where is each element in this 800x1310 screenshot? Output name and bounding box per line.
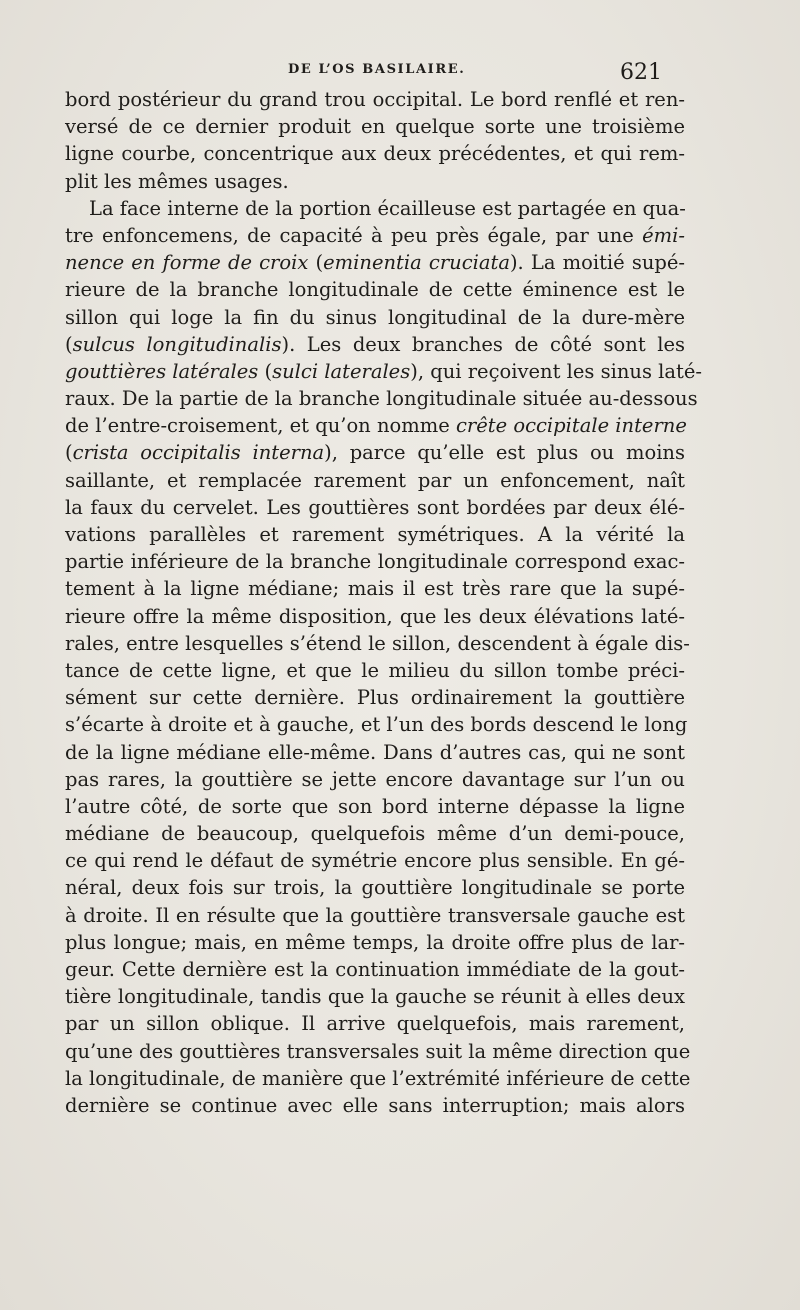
text-line: de la ligne médiane elle-même. Dans d’autres cas, qui ne sont [65,740,685,764]
text-line: tière longitudinale, tandis que la gauche se réunit à elles deux [65,985,685,1009]
text-line: pas rares, la gouttière se jette encore davantage sur l’un ou [65,767,685,791]
text-line: la faux du cervelet. Les gouttières sont bordées par deux élé- [65,495,685,519]
text-line: plit les mêmes usages. [65,169,289,193]
text-line: rieure de la branche longitudinale de cette éminence est le [65,278,685,302]
text-line: nence en forme de croix (eminentia cruciata). La moitié supé- [65,251,686,275]
text-line: rieure offre la même disposition, que les deux élévations laté- [65,604,685,628]
running-title: DE L’OS BASILAIRE. [288,62,466,77]
text-line: saillante, et remplacée rarement par un enfoncement, naît [65,468,685,492]
text-line: de l’entre-croisement, et qu’on nomme crête occipitale interne [65,414,687,438]
text-line: (crista occipitalis interna), parce qu’elle est plus ou moins [65,441,685,465]
text-line: (sulcus longitudinalis). Les deux branches de côté sont les [65,332,685,356]
text-line: La face interne de la portion écailleuse est partagée en qua- [89,196,686,220]
body-text [65,86,703,1119]
page-number: 621 [620,60,662,85]
text-line: tement à la ligne médiane; mais il est très rare que la supé- [65,577,685,601]
text-line: versé de ce dernier produit en quelque sorte une troisième [65,115,685,139]
text-line: vations parallèles et rarement symétriques. A la vérité la [65,523,685,546]
text-line: à droite. Il en résulte que la gouttière transversale gauche est [65,903,685,927]
text-line: tre enfoncemens, de capacité à peu près égale, par une émi- [65,223,685,247]
text-line: ligne courbe, concentrique aux deux précédentes, et qui rem- [65,142,685,166]
text-line: qu’une des gouttières transversales suit la même direction que [65,1039,691,1063]
text-line: tance de cette ligne, et que le milieu du sillon tombe préci- [65,658,685,682]
text-line: dernière se continue avec elle sans interruption; mais alors [65,1093,685,1117]
text-line: raux. De la partie de la branche longitudinale située au-dessous [65,387,698,411]
text-line: plus longue; mais, en même temps, la droite offre plus de lar- [65,930,685,954]
text-line: ce qui rend le défaut de symétrie encore plus sensible. En gé- [65,849,685,873]
text-line: partie inférieure de la branche longitudinale correspond exac- [65,550,685,574]
text-line: néral, deux fois sur trois, la gouttière longitudinale se porte [65,876,685,900]
text-line: gouttières latérales (sulci laterales), qui reçoivent les sinus laté- [65,359,703,383]
text-line: sément sur cette dernière. Plus ordinairement la gouttière [65,686,685,710]
text-line: médiane de beaucoup, quelquefois même d’un demi-pouce, [65,822,685,846]
text-line: geur. Cette dernière est la continuation immédiate de la gout- [65,958,685,981]
text-line: l’autre côté, de sorte que son bord interne dépasse la ligne [65,794,685,818]
text-line: par un sillon oblique. Il arrive quelquefois, mais rarement, [65,1012,685,1036]
text-line: la longitudinale, de manière que l’extrémité inférieure de cette [65,1066,691,1090]
text-line: sillon qui loge la fin du sinus longitudinal de la dure-mère [65,305,685,329]
text-line: s’écarte à droite et à gauche, et l’un des bords descend le long [65,713,688,737]
text-line: rales, entre lesquelles s’étend le sillon, descendent à égale dis- [65,631,690,655]
text-line: bord postérieur du grand trou occipital. Le bord renflé et ren- [65,88,685,111]
